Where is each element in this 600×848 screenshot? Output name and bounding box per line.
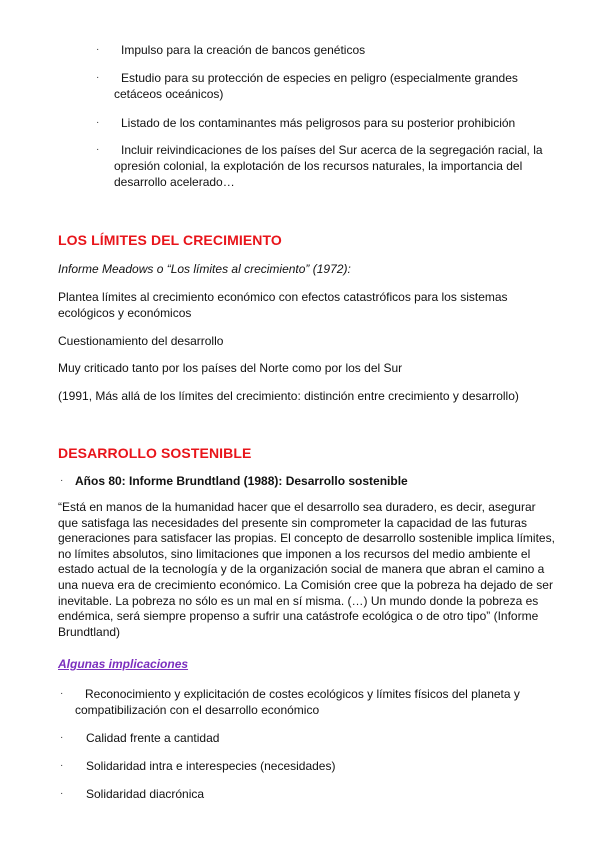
- implication-item: Reconocimiento y explicitación de costes ecológicos y límites físicos del planeta y compatibilización con el desarrollo económico: [75, 687, 520, 717]
- paragraph: Muy criticado tanto por los países del Norte como por los del Sur: [58, 361, 403, 375]
- brundtland-quote: “Está en manos de la humanidad hacer que el desarrollo sea duradero, es decir, asegurar que satisfaga las necesidades del presente sin comprometer la capacidad de las futuras generaciones para satisfacer las propias. El concepto de desarrollo sostenible implica límites, no límites absolutos, sino limitaciones que imponen a los recursos del medio ambiente el estado actual de la tecnología y de la organización social de manera que abran el camino a una nueva era de crecimiento económico. La Comisión cree que la pobreza ha dejado de ser inevitable. La pobreza no sólo es un mal en sí misma. (…) Un mundo donde la pobreza es endémica, será siempre propenso a sufrir una catástrofe ecológica o de otro tipo” (Informe Brundtland): [58, 500, 555, 639]
- bullet-marker: ·: [96, 44, 100, 55]
- section-heading-sostenible: DESARROLLO SOSTENIBLE: [58, 445, 252, 461]
- implication-item: Calidad frente a cantidad: [86, 731, 220, 745]
- bullet-marker: ·: [96, 72, 100, 83]
- bullet-marker: ·: [96, 144, 100, 155]
- bullet-marker: ·: [60, 688, 64, 699]
- section-heading-limites: LOS LÍMITES DEL CRECIMIENTO: [58, 232, 282, 248]
- brundtland-bullet: Años 80: Informe Brundtland (1988): Desarrollo sostenible: [75, 474, 408, 488]
- paragraph: Cuestionamiento del desarrollo: [58, 334, 224, 348]
- bullet-marker: ·: [60, 788, 64, 799]
- bullet-marker: ·: [60, 475, 64, 486]
- bullet-marker: ·: [60, 732, 64, 743]
- bullet-marker: ·: [60, 760, 64, 771]
- bullet-marker: ·: [96, 117, 100, 128]
- report-subtitle: Informe Meadows o “Los límites al crecimiento” (1972):: [58, 262, 351, 276]
- list-item: Estudio para su protección de especies en peligro (especialmente grandes cetáceos oceánicos): [114, 71, 518, 101]
- paragraph: (1991, Más allá de los límites del crecimiento: distinción entre crecimiento y desarrollo): [58, 389, 519, 403]
- list-item: Listado de los contaminantes más peligrosos para su posterior prohibición: [121, 116, 516, 130]
- paragraph: Plantea límites al crecimiento económico con efectos catastróficos para los sistemas ecológicos y económicos: [58, 290, 508, 320]
- implication-item: Solidaridad intra e interespecies (necesidades): [86, 759, 336, 773]
- implicaciones-link[interactable]: Algunas implicaciones: [58, 657, 189, 671]
- implication-item: Solidaridad diacrónica: [86, 787, 205, 801]
- list-item: Incluir reivindicaciones de los países del Sur acerca de la segregación racial, la opresión colonial, la explotación de los recursos naturales, la importancia del desarrollo acelerado…: [114, 143, 543, 189]
- list-item: Impulso para la creación de bancos genéticos: [121, 43, 366, 57]
